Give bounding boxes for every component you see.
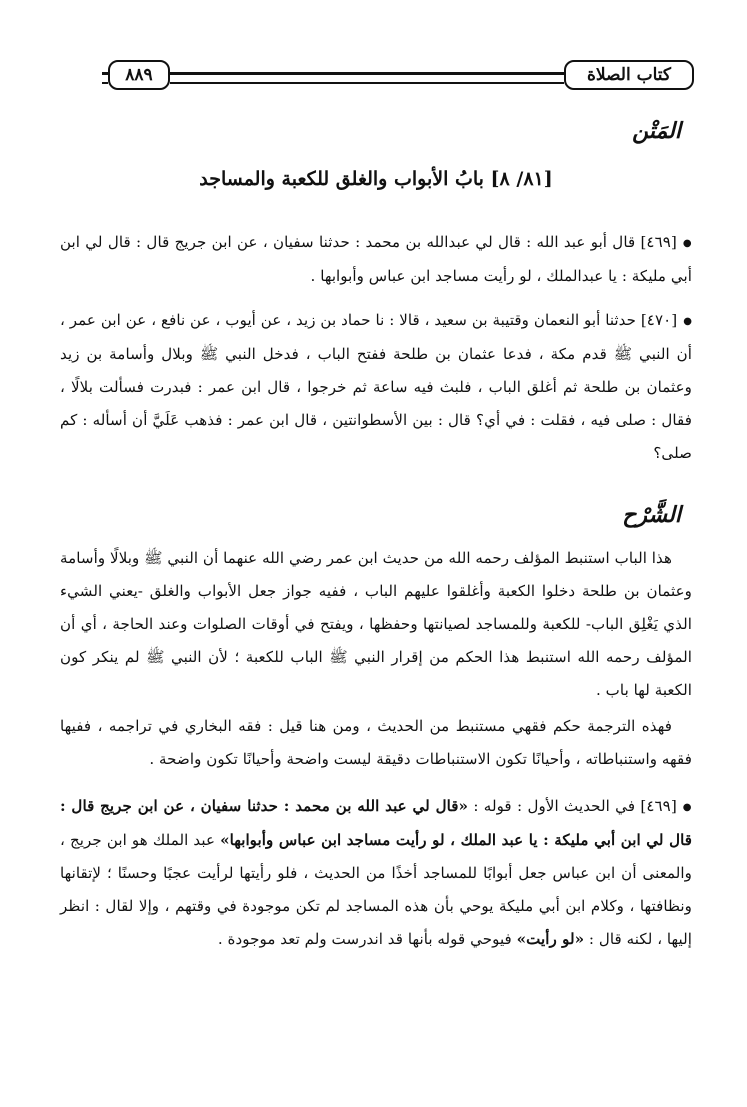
page-number: ٨٨٩ <box>108 60 170 90</box>
header-rule-tick-thin <box>102 82 108 84</box>
sharh-label: الشَّرْح <box>622 502 681 528</box>
sharh-paragraph-1: هذا الباب استنبط المؤلف رحمه الله من حديث ابن عمر رضي الله عنهما أن النبي ﷺ وبلالًا وأسامة وعثمان بن طلحة دخلوا الكعبة وأغلقوا عليهم الباب ، ففيه جواز جعل الأبواب والغلق -يعني الشيء الذي يَغْلِق الباب- للكعبة وللمساجد لصيانتها وحفظها ، ويفتح في أوقات الصلوات وعند الحاجة ، أي أن المؤلف رحمه الله استنبط هذا الحكم من إقرار النبي ﷺ الباب للكعبة ؛ لأن النبي ﷺ لم ينكر كون الكعبة لها باب . <box>60 549 692 699</box>
book-title: كتاب الصلاة <box>564 60 694 90</box>
sharh-p3-body: عبد الملك هو ابن جريج ، والمعنى أن ابن عباس جعل أبوابًا للمساجد أخذًا من الحديث ، فلو رأيتها لرأيت عجبًا وحسنًا ؛ لإتقانها ونظافتها ، وكلام ابن أبي مليكة يوحي بأن هذه المساجد لم تكن موجودة في وقتهم ، وإلا لقال : انظر إليها ، لكنه قال : <box>60 830 692 948</box>
sharh-p3-tail: فيوحي قوله بأنها قد اندرست ولم تعد موجودة . <box>217 929 517 948</box>
hadith-469-text: [٤٦٩] قال أبو عبد الله : قال لي عبدالله بن محمد : حدثنا سفيان ، عن ابن جريج قال : قال لي ابن أبي مليكة : يا عبدالملك ، لو رأيت مساجد ابن عباس وأبوابها . <box>60 233 692 285</box>
chapter-heading: [٨١/ ٨] بابُ الأبواب والغلق للكعبة والمساجد <box>199 168 553 190</box>
matn-label: المَتْن <box>632 118 681 144</box>
sharh-p3-quote-1: «قال لي عبد الله بن محمد : حدثنا سفيان ، عن ابن جريج قال : قال لي ابن أبي مليكة : يا عبد الملك ، لو رأيت مساجد ابن عباس وأبوابها» <box>60 797 692 849</box>
sharh-paragraph-3 <box>60 790 692 956</box>
sharh-p3-intro: [٤٦٩] في الحديث الأول : قوله : <box>468 797 677 815</box>
header-rule-thin <box>170 82 564 84</box>
hadith-469 <box>60 226 692 293</box>
header-rule-thick <box>170 72 564 75</box>
hadith-470-text: [٤٧٠] حدثنا أبو النعمان وقتيبة بن سعيد ، قالا : نا حماد بن زيد ، عن أيوب ، عن نافع ، عن ابن عمر ، أن النبي ﷺ قدم مكة ، فدعا عثمان بن طلحة ففتح الباب ، فدخل النبي ﷺ وبلال وأسامة بن زيد وعثمان بن طلحة ثم أغلق الباب ، فلبث فيه ساعة ثم خرجوا ، قال ابن عمر : فبدرت فسألت بلالًا ، فقال : صلى فيه ، فقلت : في أي؟ قال : بين الأسطوانتين ، قال ابن عمر : فذهب عَلَيَّ أن أسأله : كم صلى؟ <box>60 311 692 462</box>
hadith-470 <box>60 304 692 470</box>
running-header <box>58 58 694 102</box>
sharh-paragraph-2: فهذه الترجمة حكم فقهي مستنبط من الحديث ، ومن هنا قيل : فقه البخاري في تراجمه ، ففيها فقهه واستنباطاته ، وأحيانًا تكون الاستنباطات دقيقة ليست واضحة وأحيانًا تكون واضحة . <box>60 717 692 768</box>
sharh-p3-quote-2: «لو رأيت» <box>516 929 585 948</box>
